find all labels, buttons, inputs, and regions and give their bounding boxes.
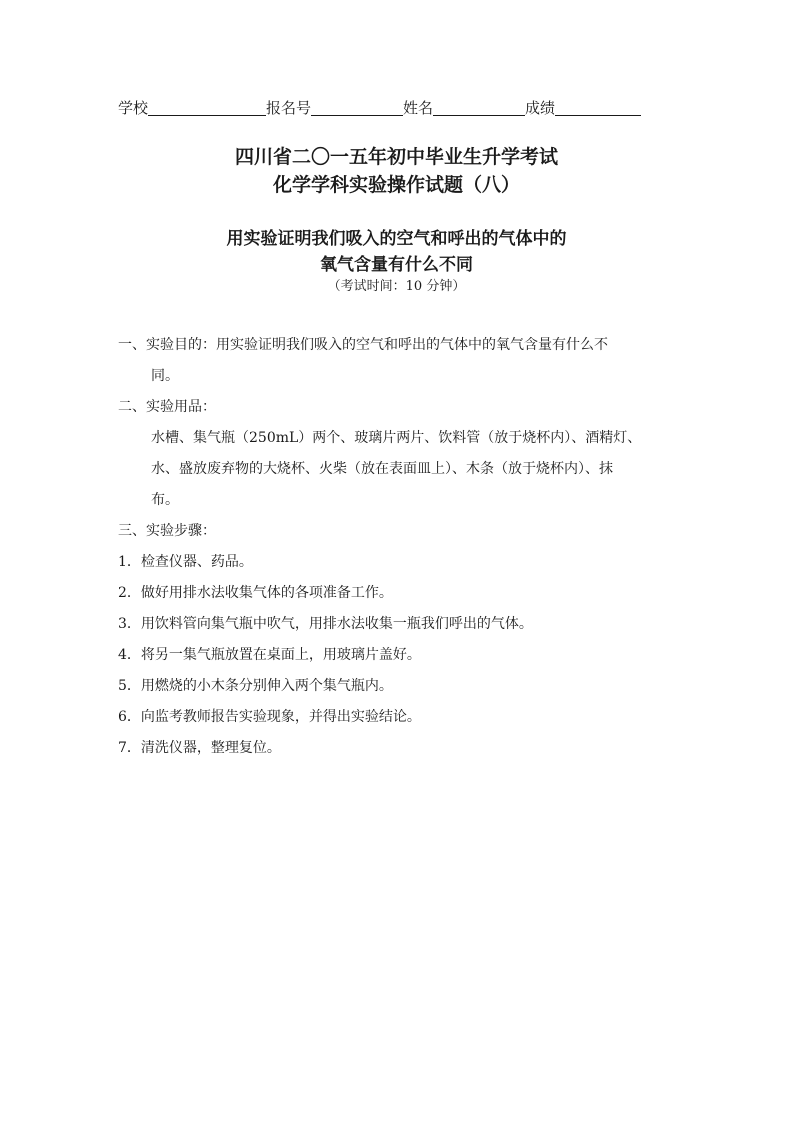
purpose-section [118,330,678,392]
step-item-6: 6．向监考教师报告实验现象，并得出实验结论。 [118,709,421,725]
exam-title [0,143,793,199]
experiment-title-line-1: 用实验证明我们吸入的空气和呼出的气体中的 [226,229,567,249]
step-item-5: 5．用燃烧的小木条分别伸入两个集气瓶内。 [118,678,393,694]
exam-time-note: （考试时间：10 分钟） [327,279,466,294]
exam-title-line-2: 化学学科实验操作试题（八） [272,174,520,196]
materials-line-3: 布。 [151,492,179,508]
steps-section [118,516,678,764]
purpose-line-2: 同。 [151,368,179,384]
experiment-title [0,226,793,278]
exam-body [118,330,678,764]
experiment-title-line-2: 氧气含量有什么不同 [320,255,473,275]
materials-line-2: 水、盛放废弃物的大烧杯、火柴（放在表面皿上）、木条（放于烧杯内）、抹 [151,461,613,477]
exam-no-blank[interactable] [311,97,403,116]
step-item-7: 7．清洗仪器，整理复位。 [118,740,281,756]
steps-heading: 三、实验步骤： [118,523,216,539]
step-item-3: 3．用饮料管向集气瓶中吹气，用排水法收集一瓶我们呼出的气体。 [118,616,533,632]
exam-no-label: 报名号 [266,99,312,117]
step-item-4: 4．将另一集气瓶放置在桌面上，用玻璃片盖好。 [118,647,421,663]
materials-section [118,392,678,516]
purpose-line-1: 一、实验目的：用实验证明我们吸入的空气和呼出的气体中的氧气含量有什么不 [118,337,608,353]
candidate-info-line [118,96,678,118]
score-blank[interactable] [555,97,641,116]
score-label: 成绩 [525,99,556,117]
exam-title-line-1: 四川省二〇一五年初中毕业生升学考试 [234,146,558,168]
step-item-2: 2．做好用排水法收集气体的各项准备工作。 [118,585,393,601]
materials-heading: 二、实验用品： [118,399,216,415]
school-blank[interactable] [148,97,266,116]
materials-line-1: 水槽、集气瓶（250mL）两个、玻璃片两片、饮料管（放于烧杯内）、酒精灯、 [151,430,642,446]
name-label: 姓名 [403,99,434,117]
step-item-1: 1．检查仪器、药品。 [118,554,253,570]
name-blank[interactable] [433,97,525,116]
school-label: 学校 [118,99,149,117]
